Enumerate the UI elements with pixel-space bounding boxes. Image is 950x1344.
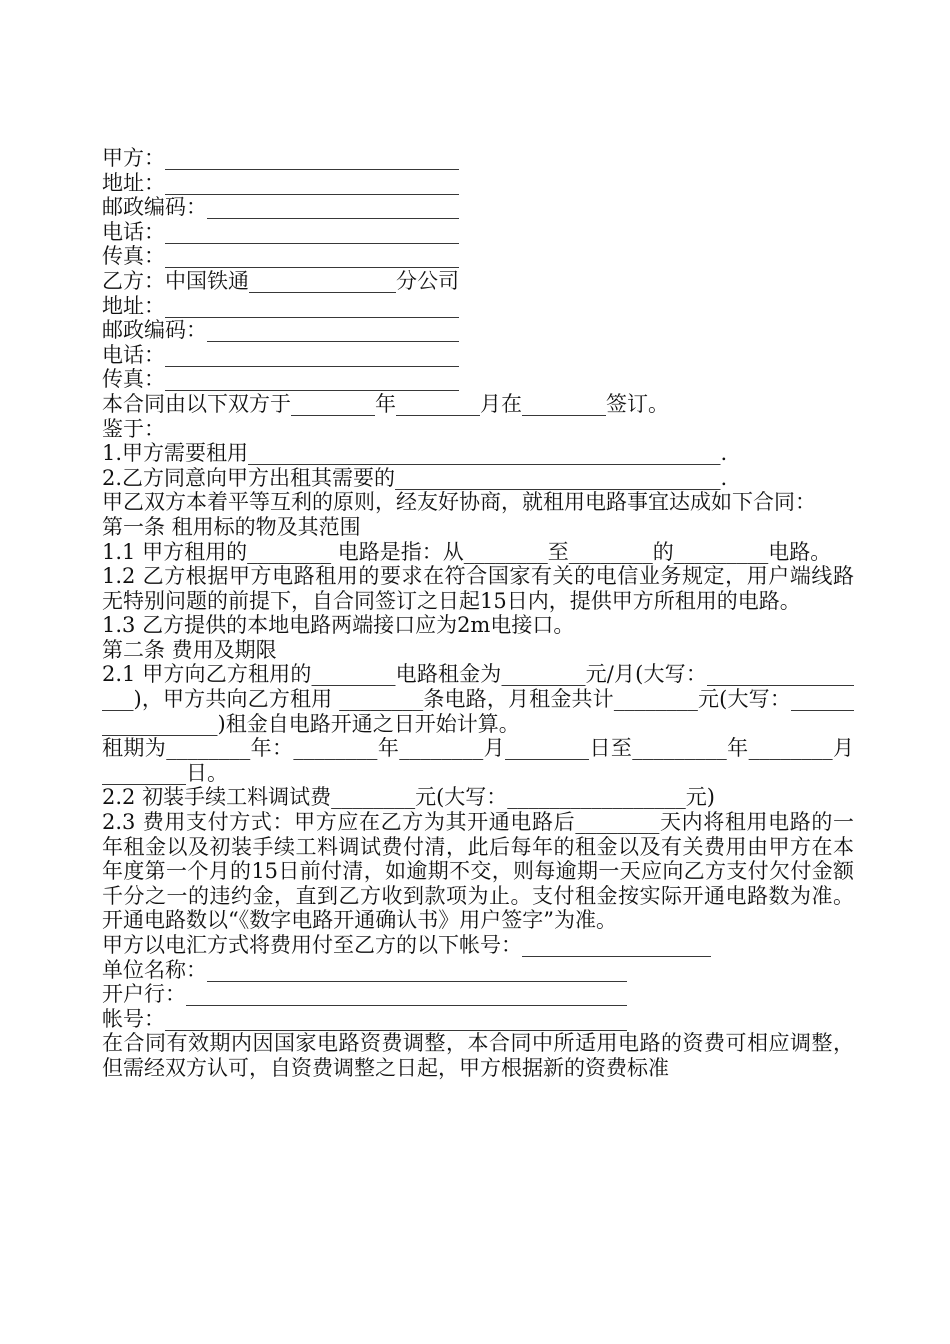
whereas-item-1: 1.甲方需要租用_____________________________________________. <box>102 441 728 466</box>
whereas-heading: 鉴于： <box>102 416 165 441</box>
party-b-address-line: 地址：____________________________ <box>102 293 459 318</box>
party-a-postcode-line: 邮政编码：________________________ <box>102 195 459 220</box>
signing-line: 本合同由以下双方于________年________月在________签订。 <box>102 391 669 416</box>
agreement-intro-paragraph: 甲乙双方本着平等互利的原则，经友好协商，就租用电路事宜达成如下合同： <box>102 490 816 515</box>
party-a-address-line: 地址：____________________________ <box>102 170 459 195</box>
party-b-postcode-line: 邮政编码：________________________ <box>102 318 459 343</box>
rate-adjustment-paragraph: 在合同有效期内因国家电路资费调整，本合同中所适用电路的资费可相应调整，但需经双方认可，自资费调整之日起，甲方根据新的资费标准 <box>102 1031 854 1080</box>
clause-1-1: 1.1 甲方租用的________ 电路是指：从________至________的_________电路。 <box>102 539 832 564</box>
clause-1-2: 1.2 乙方根据甲方电路租用的要求在符合国家有关的电信业务规定，用户端线路无特别问题的前提下，自合同签订之日起15日内，提供甲方所租用的电路。 <box>102 564 854 613</box>
contract-document <box>102 146 854 1081</box>
party-b-fax-line: 传真：____________________________ <box>102 367 459 392</box>
wire-transfer-line: 甲方以电汇方式将费用付至乙方的以下帐号：__________________ <box>102 933 711 957</box>
party-a-fax-line: 传真：____________________________ <box>102 244 459 269</box>
article-1-heading: 第一条 租用标的物及其范围 <box>102 514 361 539</box>
lease-term-line: 租期为________年：________年________月________日至_________年________月________日。 <box>102 736 854 785</box>
party-a-phone-line: 电话：____________________________ <box>102 219 459 244</box>
bank-line: 开户行：__________________________________________ <box>102 982 627 1007</box>
company-name-line: 单位名称：________________________________________ <box>102 957 627 982</box>
whereas-item-2: 2.乙方同意向甲方出租其需要的_______________________________. <box>102 465 728 490</box>
clause-1-3: 1.3 乙方提供的本地电路两端接口应为2m电接口。 <box>102 613 575 638</box>
clause-2-1: 2.1 甲方向乙方租用的________电路租金为________元/月(大写：_________________)，甲方共向乙方租用 ________条电路，月租金共计________元(大写：_________________)租金自电路开通之日开始计算。 <box>102 662 854 736</box>
article-2-heading: 第二条 费用及期限 <box>102 637 277 662</box>
account-number-line: 帐号：____________________________________________ <box>102 1006 627 1031</box>
party-a-line: 甲方：____________________________ <box>102 146 459 170</box>
clause-2-3: 2.3 费用支付方式：甲方应在乙方为其开通电路后________天内将租用电路的一年租金以及初装手续工料调试费付清，此后每年的租金以及有关费用由甲方在本年度第一个月的15日前付清，如逾期不交，则每逾期一天应向乙方支付欠付金额千分之一的违约金，直到乙方收到款项为止。支付租金按实际开通电路数为准。开通电路数以“《数字电路开通确认书》用户签字”为准。 <box>102 810 854 933</box>
clause-2-2: 2.2 初装手续工料调试费________元(大写：_________________元) <box>102 785 715 810</box>
party-b-phone-line: 电话：____________________________ <box>102 342 459 367</box>
party-b-line: 乙方：中国铁通______________分公司 <box>102 268 459 293</box>
